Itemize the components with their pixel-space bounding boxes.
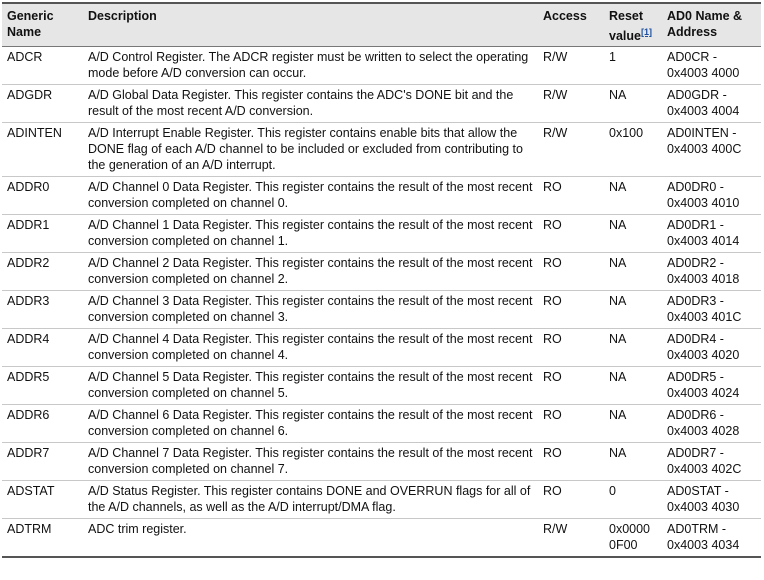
cell-ad0-name-address — [662, 329, 761, 367]
cell-generic-name: ADINTEN — [2, 123, 83, 177]
cell-reset-value: NA — [604, 443, 662, 481]
cell-ad0-name-address — [662, 367, 761, 405]
table-row — [2, 177, 761, 215]
ad0-name: AD0DR6 - — [667, 408, 724, 423]
cell-access: R/W — [538, 85, 604, 123]
cell-generic-name: ADDR1 — [2, 215, 83, 253]
cell-description: A/D Channel 2 Data Register. This register contains the result of the most recent conversion completed on channel 2. — [83, 253, 538, 291]
header-reset-value — [604, 3, 662, 47]
cell-access: RO — [538, 367, 604, 405]
cell-description: A/D Channel 6 Data Register. This register contains the result of the most recent conversion completed on channel 6. — [83, 405, 538, 443]
cell-access: RO — [538, 329, 604, 367]
cell-access: RO — [538, 177, 604, 215]
cell-access: R/W — [538, 47, 604, 85]
ad0-address: 0x4003 401C — [667, 310, 742, 325]
cell-generic-name: ADGDR — [2, 85, 83, 123]
cell-reset-value: NA — [604, 367, 662, 405]
cell-access: RO — [538, 215, 604, 253]
table-row — [2, 47, 761, 85]
header-generic-name: Generic Name — [2, 3, 83, 47]
header-reset-value-label: Reset value — [609, 9, 644, 44]
cell-description: A/D Channel 1 Data Register. This register contains the result of the most recent conversion completed on channel 1. — [83, 215, 538, 253]
cell-access: RO — [538, 405, 604, 443]
header-access: Access — [538, 3, 604, 47]
cell-description: A/D Channel 3 Data Register. This register contains the result of the most recent conversion completed on channel 3. — [83, 291, 538, 329]
table-header — [2, 3, 761, 47]
cell-reset-value: 1 — [604, 47, 662, 85]
cell-ad0-name-address — [662, 47, 761, 85]
table-row — [2, 253, 761, 291]
ad0-address: 0x4003 400C — [667, 142, 742, 157]
ad0-address: 0x4003 4010 — [667, 196, 740, 211]
cell-ad0-name-address — [662, 519, 761, 558]
table-row — [2, 123, 761, 177]
cell-description: A/D Channel 0 Data Register. This register contains the result of the most recent conversion completed on channel 0. — [83, 177, 538, 215]
cell-ad0-name-address — [662, 123, 761, 177]
header-ad0-name-address: AD0 Name & Address — [662, 3, 761, 47]
table-row — [2, 367, 761, 405]
ad0-name: AD0STAT - — [667, 484, 729, 499]
ad0-name: AD0DR7 - — [667, 446, 724, 461]
ad0-address: 0x4003 4034 — [667, 538, 740, 553]
cell-ad0-name-address — [662, 405, 761, 443]
ad0-address: 0x4003 4030 — [667, 500, 740, 515]
ad0-address: 0x4003 4000 — [667, 66, 740, 81]
cell-reset-value: 0x0000 0F00 — [604, 519, 662, 558]
cell-generic-name: ADTRM — [2, 519, 83, 558]
table-row — [2, 519, 761, 558]
cell-reset-value: 0 — [604, 481, 662, 519]
cell-reset-value: NA — [604, 253, 662, 291]
cell-description: A/D Status Register. This register contains DONE and OVERRUN flags for all of the A/D channels, as well as the A/D interrupt/DMA flag. — [83, 481, 538, 519]
table-row — [2, 329, 761, 367]
cell-ad0-name-address — [662, 481, 761, 519]
ad0-name: AD0DR0 - — [667, 180, 724, 195]
table-body — [2, 47, 761, 558]
ad0-name: AD0CR - — [667, 50, 718, 65]
cell-generic-name: ADDR7 — [2, 443, 83, 481]
cell-ad0-name-address — [662, 443, 761, 481]
ad0-address: 0x4003 4014 — [667, 234, 740, 249]
adc-register-table — [2, 2, 761, 558]
ad0-name: AD0DR5 - — [667, 370, 724, 385]
cell-access: RO — [538, 443, 604, 481]
cell-access: RO — [538, 253, 604, 291]
ad0-name: AD0DR3 - — [667, 294, 724, 309]
header-description: Description — [83, 3, 538, 47]
cell-generic-name: ADDR3 — [2, 291, 83, 329]
cell-description: A/D Channel 5 Data Register. This register contains the result of the most recent conversion completed on channel 5. — [83, 367, 538, 405]
ad0-name: AD0DR1 - — [667, 218, 724, 233]
ad0-address: 0x4003 4018 — [667, 272, 740, 287]
cell-access: RO — [538, 291, 604, 329]
table-row — [2, 405, 761, 443]
cell-access: R/W — [538, 519, 604, 558]
cell-description: A/D Interrupt Enable Register. This register contains enable bits that allow the DONE flag of each A/D channel to be included or excluded from contributing to the generation of an A/D interrupt. — [83, 123, 538, 177]
cell-access: R/W — [538, 123, 604, 177]
table-row — [2, 443, 761, 481]
ad0-address: 0x4003 4020 — [667, 348, 740, 363]
cell-reset-value: NA — [604, 291, 662, 329]
cell-ad0-name-address — [662, 215, 761, 253]
cell-description: A/D Global Data Register. This register contains the ADC's DONE bit and the result of the most recent A/D conversion. — [83, 85, 538, 123]
cell-generic-name: ADSTAT — [2, 481, 83, 519]
cell-generic-name: ADCR — [2, 47, 83, 85]
footnote-link[interactable]: [1] — [640, 27, 652, 37]
cell-reset-value: NA — [604, 215, 662, 253]
ad0-address: 0x4003 402C — [667, 462, 742, 477]
cell-access: RO — [538, 481, 604, 519]
ad0-address: 0x4003 4028 — [667, 424, 740, 439]
cell-reset-value: NA — [604, 177, 662, 215]
table-row — [2, 291, 761, 329]
cell-description: ADC trim register. — [83, 519, 538, 558]
cell-generic-name: ADDR4 — [2, 329, 83, 367]
header-row — [2, 3, 761, 47]
cell-reset-value: NA — [604, 85, 662, 123]
ad0-address: 0x4003 4004 — [667, 104, 740, 119]
table-row — [2, 481, 761, 519]
ad0-name: AD0TRM - — [667, 522, 727, 537]
ad0-address: 0x4003 4024 — [667, 386, 740, 401]
ad0-name: AD0DR2 - — [667, 256, 724, 271]
cell-reset-value: NA — [604, 405, 662, 443]
cell-ad0-name-address — [662, 253, 761, 291]
cell-generic-name: ADDR0 — [2, 177, 83, 215]
cell-reset-value: 0x100 — [604, 123, 662, 177]
cell-ad0-name-address — [662, 85, 761, 123]
cell-ad0-name-address — [662, 291, 761, 329]
cell-generic-name: ADDR5 — [2, 367, 83, 405]
table-row — [2, 85, 761, 123]
cell-generic-name: ADDR6 — [2, 405, 83, 443]
register-table-container — [2, 2, 761, 558]
cell-description: A/D Channel 4 Data Register. This register contains the result of the most recent conversion completed on channel 4. — [83, 329, 538, 367]
cell-description: A/D Channel 7 Data Register. This register contains the result of the most recent conversion completed on channel 7. — [83, 443, 538, 481]
cell-generic-name: ADDR2 — [2, 253, 83, 291]
cell-reset-value: NA — [604, 329, 662, 367]
ad0-name: AD0DR4 - — [667, 332, 724, 347]
cell-description: A/D Control Register. The ADCR register must be written to select the operating mode before A/D conversion can occur. — [83, 47, 538, 85]
cell-ad0-name-address — [662, 177, 761, 215]
ad0-name: AD0INTEN - — [667, 126, 737, 141]
table-row — [2, 215, 761, 253]
ad0-name: AD0GDR - — [667, 88, 727, 103]
